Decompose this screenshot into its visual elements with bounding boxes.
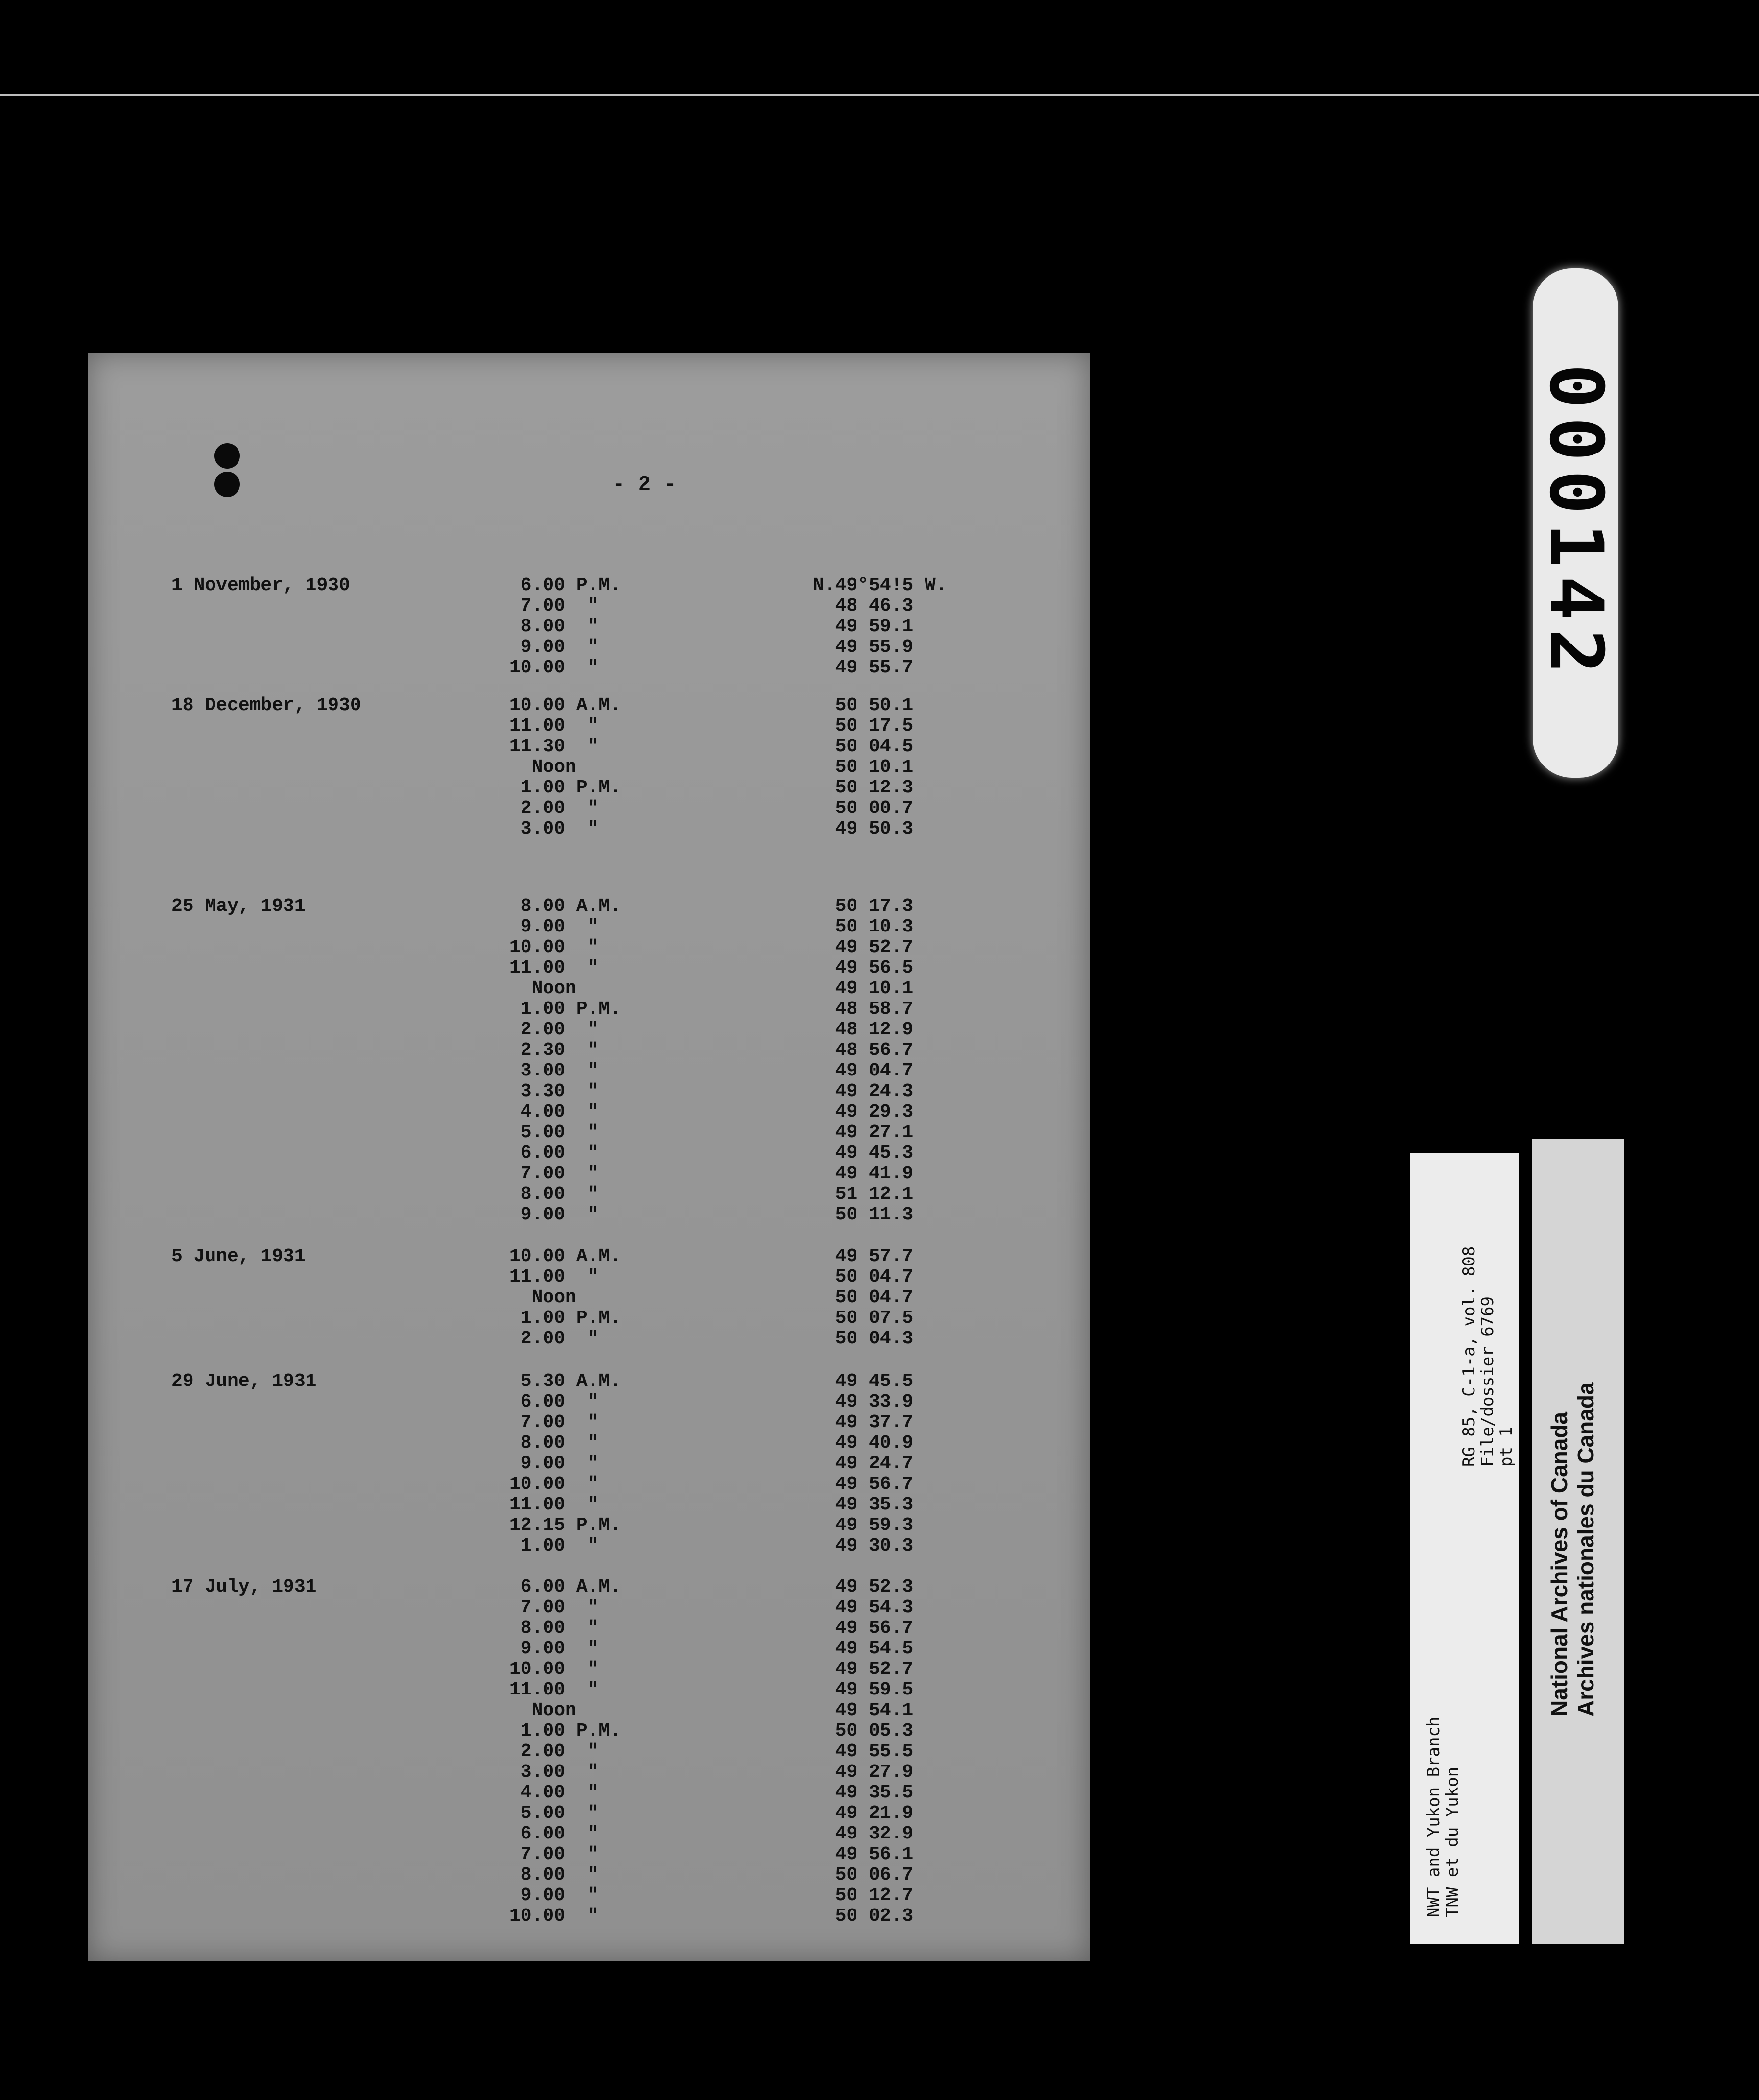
reading-row bbox=[88, 575, 1090, 596]
reading-value: 49 41.9 bbox=[813, 1163, 914, 1184]
reading-time: 1.00 P.M. bbox=[509, 777, 621, 798]
reading-value: 49 52.7 bbox=[813, 1659, 914, 1680]
reading-time: 2.00 " bbox=[509, 1741, 599, 1762]
reading-value: 49 40.9 bbox=[813, 1432, 914, 1454]
reading-time: 9.00 " bbox=[509, 1638, 599, 1659]
reading-row bbox=[88, 1122, 1090, 1143]
reading-value: 49 27.9 bbox=[813, 1762, 914, 1783]
reading-row bbox=[88, 1618, 1090, 1639]
reading-value: 49 59.1 bbox=[813, 616, 914, 637]
punch-hole-bottom bbox=[214, 472, 240, 497]
reading-time: 8.00 " bbox=[509, 616, 599, 637]
label-ref-line3: pt 1 bbox=[1497, 1427, 1516, 1467]
reading-value: 49 10.1 bbox=[813, 978, 914, 999]
reading-value: 49 37.7 bbox=[813, 1412, 914, 1433]
reading-value: 49 35.3 bbox=[813, 1494, 914, 1515]
reading-value: 48 56.7 bbox=[813, 1040, 914, 1061]
reading-time: 7.00 " bbox=[509, 1844, 599, 1865]
reading-value: 49 50.3 bbox=[813, 818, 914, 839]
reading-value: 49 30.3 bbox=[813, 1535, 914, 1556]
reading-value: 49 56.5 bbox=[813, 957, 914, 978]
reading-time: 3.00 " bbox=[509, 1060, 599, 1081]
reading-row bbox=[88, 1721, 1090, 1742]
reading-time: 1.00 P.M. bbox=[509, 1308, 621, 1329]
reading-value: 49 56.7 bbox=[813, 1618, 914, 1639]
reading-value: 50 05.3 bbox=[813, 1720, 914, 1742]
reading-value: 49 59.3 bbox=[813, 1515, 914, 1536]
reading-value: 49 27.1 bbox=[813, 1122, 914, 1143]
reading-row bbox=[88, 1184, 1090, 1205]
reading-value: 50 12.3 bbox=[813, 777, 914, 798]
reading-row bbox=[88, 1639, 1090, 1659]
reading-row bbox=[88, 978, 1090, 999]
reading-value: 49 52.3 bbox=[813, 1576, 914, 1598]
reading-time: 7.00 " bbox=[509, 1412, 599, 1433]
reading-row bbox=[88, 1329, 1090, 1349]
reading-value: 50 02.3 bbox=[813, 1906, 914, 1927]
reading-value: 49 55.5 bbox=[813, 1741, 914, 1762]
label-ref-line1: RG 85, C-1-a, vol. 808 bbox=[1459, 1246, 1479, 1467]
reading-row bbox=[88, 1371, 1090, 1392]
reading-row bbox=[88, 1474, 1090, 1495]
reading-value: 50 07.5 bbox=[813, 1308, 914, 1329]
reading-value: 50 50.1 bbox=[813, 695, 914, 716]
reading-value: 49 45.3 bbox=[813, 1143, 914, 1164]
reading-time: 8.00 " bbox=[509, 1432, 599, 1454]
entry-block bbox=[88, 695, 1090, 839]
reading-time: 3.00 " bbox=[509, 1762, 599, 1783]
reading-row bbox=[88, 596, 1090, 617]
reading-value: 49 56.1 bbox=[813, 1844, 914, 1865]
page-number: - 2 - bbox=[612, 473, 677, 497]
reading-row bbox=[88, 1762, 1090, 1783]
reading-value: 48 58.7 bbox=[813, 999, 914, 1020]
reading-value: 50 06.7 bbox=[813, 1864, 914, 1885]
reading-time: Noon bbox=[509, 1287, 576, 1308]
reading-row bbox=[88, 1783, 1090, 1803]
reading-value: 49 21.9 bbox=[813, 1803, 914, 1824]
reading-time: 10.00 " bbox=[509, 657, 599, 678]
reading-row bbox=[88, 1308, 1090, 1329]
entry-date: 18 December, 1930 bbox=[171, 695, 361, 716]
entry-date: 1 November, 1930 bbox=[171, 575, 350, 596]
reading-row bbox=[88, 637, 1090, 658]
reading-row bbox=[88, 1885, 1090, 1906]
reading-row bbox=[88, 1454, 1090, 1474]
reading-row bbox=[88, 958, 1090, 978]
reading-row bbox=[88, 1143, 1090, 1164]
reading-row bbox=[88, 737, 1090, 757]
reading-row bbox=[88, 1061, 1090, 1081]
reading-value: 50 04.3 bbox=[813, 1328, 914, 1349]
reading-value: 50 11.3 bbox=[813, 1204, 914, 1225]
reading-time: 6.00 " bbox=[509, 1823, 599, 1844]
reading-time: 6.00 A.M. bbox=[509, 1576, 621, 1598]
reading-time: 5.00 " bbox=[509, 1803, 599, 1824]
reading-value: 49 55.9 bbox=[813, 637, 914, 658]
reading-row bbox=[88, 896, 1090, 917]
reading-time: 9.00 " bbox=[509, 1885, 599, 1906]
reading-value: 49 29.3 bbox=[813, 1101, 914, 1122]
reading-row bbox=[88, 695, 1090, 716]
reading-row bbox=[88, 1844, 1090, 1865]
reading-row bbox=[88, 1205, 1090, 1225]
reading-time: 9.00 " bbox=[509, 916, 599, 937]
reading-row bbox=[88, 1865, 1090, 1885]
entry-block bbox=[88, 1577, 1090, 1927]
reference-label bbox=[1410, 1153, 1519, 1944]
reading-time: 11.30 " bbox=[509, 736, 599, 757]
reading-value: 50 10.1 bbox=[813, 757, 914, 778]
reading-time: 11.00 " bbox=[509, 716, 599, 737]
reading-value: 50 17.5 bbox=[813, 716, 914, 737]
reading-time: 6.00 " bbox=[509, 1143, 599, 1164]
top-rule bbox=[0, 94, 1759, 96]
reading-time: 10.00 " bbox=[509, 937, 599, 958]
reading-time: 8.00 " bbox=[509, 1864, 599, 1885]
reading-row bbox=[88, 658, 1090, 678]
reading-time: 2.30 " bbox=[509, 1040, 599, 1061]
document-page bbox=[88, 353, 1090, 1961]
reading-time: 7.00 " bbox=[509, 596, 599, 617]
reading-row bbox=[88, 1433, 1090, 1454]
reading-time: 4.00 " bbox=[509, 1782, 599, 1803]
reading-time: 7.00 " bbox=[509, 1163, 599, 1184]
archive-stamp-number: 000142 bbox=[1533, 268, 1618, 778]
reading-time: 10.00 A.M. bbox=[509, 695, 621, 716]
reading-time: 9.00 " bbox=[509, 637, 599, 658]
reading-row bbox=[88, 1412, 1090, 1433]
institution-name-en: National Archives of Canada bbox=[1546, 1411, 1572, 1717]
reading-time: 1.00 " bbox=[509, 1535, 599, 1556]
reading-time: 9.00 " bbox=[509, 1453, 599, 1474]
reading-row bbox=[88, 1742, 1090, 1762]
reading-value: 49 04.7 bbox=[813, 1060, 914, 1081]
label-branch-fr: TNW et du Yukon bbox=[1443, 1766, 1462, 1917]
reading-time: 8.00 " bbox=[509, 1618, 599, 1639]
reading-time: 11.00 " bbox=[509, 1266, 599, 1288]
reading-value: 49 33.9 bbox=[813, 1391, 914, 1412]
reading-time: Noon bbox=[509, 757, 576, 778]
entry-block bbox=[88, 896, 1090, 1225]
reading-time: 12.15 P.M. bbox=[509, 1515, 621, 1536]
reading-time: 3.30 " bbox=[509, 1081, 599, 1102]
entry-date: 29 June, 1931 bbox=[171, 1371, 317, 1392]
reading-time: 9.00 " bbox=[509, 1204, 599, 1225]
reading-row bbox=[88, 1515, 1090, 1536]
reading-value: 49 59.5 bbox=[813, 1679, 914, 1700]
reading-row bbox=[88, 1081, 1090, 1102]
reading-row bbox=[88, 1102, 1090, 1122]
institution-label bbox=[1532, 1139, 1624, 1944]
reading-value: 48 12.9 bbox=[813, 1019, 914, 1040]
reading-value: 49 56.7 bbox=[813, 1474, 914, 1495]
reading-row bbox=[88, 1536, 1090, 1556]
reading-row bbox=[88, 1906, 1090, 1927]
reading-row bbox=[88, 617, 1090, 637]
reading-row bbox=[88, 1659, 1090, 1680]
reading-value: 49 35.5 bbox=[813, 1782, 914, 1803]
reading-time: 2.00 " bbox=[509, 798, 599, 819]
entry-date: 25 May, 1931 bbox=[171, 896, 306, 917]
reading-time: 2.00 " bbox=[509, 1019, 599, 1040]
reading-row bbox=[88, 1246, 1090, 1267]
reading-row bbox=[88, 1803, 1090, 1824]
label-ref-line2: File/dossier 6769 bbox=[1478, 1296, 1498, 1467]
reading-row bbox=[88, 1392, 1090, 1412]
reading-value: 50 04.7 bbox=[813, 1287, 914, 1308]
reading-time: 5.30 A.M. bbox=[509, 1371, 621, 1392]
reading-value: 49 52.7 bbox=[813, 937, 914, 958]
reading-time: 3.00 " bbox=[509, 818, 599, 839]
reading-time: 10.00 " bbox=[509, 1659, 599, 1680]
reading-row bbox=[88, 1020, 1090, 1040]
reading-time: 1.00 P.M. bbox=[509, 999, 621, 1020]
entry-date: 5 June, 1931 bbox=[171, 1246, 306, 1267]
reading-row bbox=[88, 798, 1090, 819]
reading-value: 49 45.5 bbox=[813, 1371, 914, 1392]
reading-time: Noon bbox=[509, 978, 576, 999]
reading-value: 49 54.3 bbox=[813, 1597, 914, 1618]
reading-value: 49 32.9 bbox=[813, 1823, 914, 1844]
reading-time: 8.00 " bbox=[509, 1184, 599, 1205]
reading-value: 50 12.7 bbox=[813, 1885, 914, 1906]
reading-time: 10.00 " bbox=[509, 1906, 599, 1927]
reading-value: N.49°54!5 W. bbox=[813, 575, 947, 596]
reading-value: 49 54.5 bbox=[813, 1638, 914, 1659]
reading-row bbox=[88, 778, 1090, 798]
reading-value: 49 57.7 bbox=[813, 1246, 914, 1267]
reading-row bbox=[88, 1824, 1090, 1844]
reading-row bbox=[88, 1040, 1090, 1061]
reading-time: 4.00 " bbox=[509, 1101, 599, 1122]
reading-time: 2.00 " bbox=[509, 1328, 599, 1349]
reading-row bbox=[88, 819, 1090, 839]
label-branch-en: NWT and Yukon Branch bbox=[1424, 1717, 1444, 1917]
reading-value: 50 10.3 bbox=[813, 916, 914, 937]
reading-value: 50 17.3 bbox=[813, 896, 914, 917]
entry-date: 17 July, 1931 bbox=[171, 1576, 317, 1598]
entry-block bbox=[88, 1371, 1090, 1556]
reading-time: 8.00 A.M. bbox=[509, 896, 621, 917]
reading-value: 49 24.3 bbox=[813, 1081, 914, 1102]
reading-row bbox=[88, 1700, 1090, 1721]
reading-row bbox=[88, 1495, 1090, 1515]
reading-row bbox=[88, 937, 1090, 958]
reading-value: 49 55.7 bbox=[813, 657, 914, 678]
reading-row bbox=[88, 1598, 1090, 1618]
entry-block bbox=[88, 575, 1090, 678]
reading-time: 7.00 " bbox=[509, 1597, 599, 1618]
reading-value: 49 24.7 bbox=[813, 1453, 914, 1474]
reading-time: 11.00 " bbox=[509, 1494, 599, 1515]
reading-time: 11.00 " bbox=[509, 957, 599, 978]
reading-time: 10.00 A.M. bbox=[509, 1246, 621, 1267]
reading-value: 50 04.7 bbox=[813, 1266, 914, 1288]
reading-value: 50 00.7 bbox=[813, 798, 914, 819]
reading-row bbox=[88, 999, 1090, 1020]
reading-row bbox=[88, 917, 1090, 937]
reading-time: 5.00 " bbox=[509, 1122, 599, 1143]
reading-row bbox=[88, 1577, 1090, 1598]
reading-value: 50 04.5 bbox=[813, 736, 914, 757]
entry-block bbox=[88, 1246, 1090, 1349]
reading-row bbox=[88, 1267, 1090, 1288]
punch-hole-top bbox=[214, 443, 240, 469]
institution-name-fr: Archives nationales du Canada bbox=[1573, 1382, 1598, 1717]
reading-row bbox=[88, 757, 1090, 778]
reading-time: 6.00 P.M. bbox=[509, 575, 621, 596]
reading-time: 6.00 " bbox=[509, 1391, 599, 1412]
reading-time: 11.00 " bbox=[509, 1679, 599, 1700]
reading-row bbox=[88, 1680, 1090, 1700]
reading-time: Noon bbox=[509, 1700, 576, 1721]
reading-time: 1.00 P.M. bbox=[509, 1720, 621, 1742]
reading-value: 48 46.3 bbox=[813, 596, 914, 617]
reading-row bbox=[88, 716, 1090, 737]
reading-row bbox=[88, 1288, 1090, 1308]
reading-value: 51 12.1 bbox=[813, 1184, 914, 1205]
reading-value: 49 54.1 bbox=[813, 1700, 914, 1721]
reading-time: 10.00 " bbox=[509, 1474, 599, 1495]
reading-row bbox=[88, 1164, 1090, 1184]
